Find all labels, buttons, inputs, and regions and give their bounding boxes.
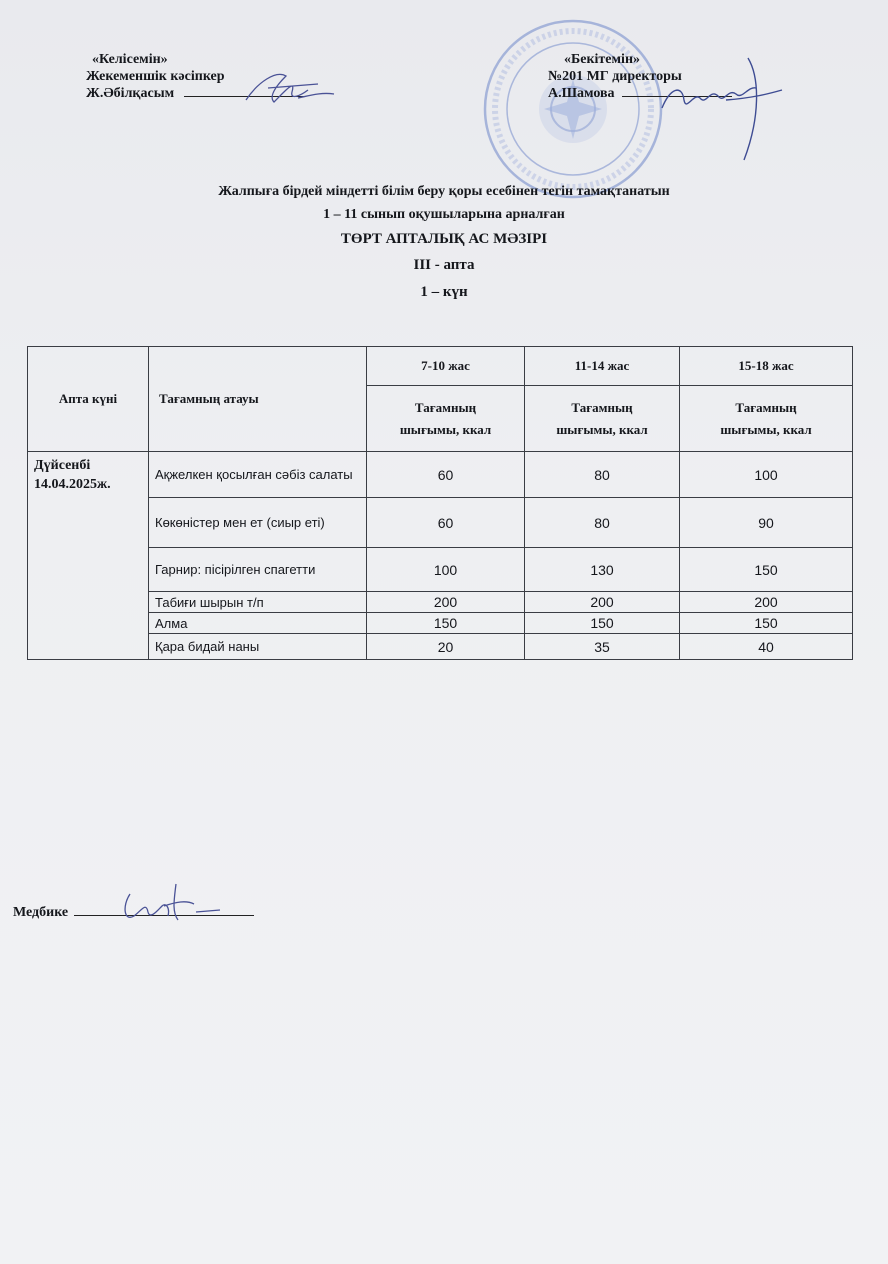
kcal-11-14: 150 <box>525 613 680 634</box>
subheader-1-line-1: Тағамның <box>414 399 477 415</box>
kcal-7-10: 60 <box>367 452 525 498</box>
header-age-2: 11-14 жас <box>525 347 680 386</box>
menu-table <box>27 346 853 660</box>
kcal-11-14: 80 <box>525 452 680 498</box>
approved-role: №201 МГ директоры <box>548 69 682 84</box>
nurse-signature <box>116 872 226 932</box>
kcal-7-10: 60 <box>367 498 525 548</box>
table-row <box>28 613 853 634</box>
kcal-15-18: 40 <box>680 634 853 660</box>
table-row <box>28 548 853 592</box>
table-row <box>28 498 853 548</box>
table-header-row <box>28 347 853 386</box>
kcal-11-14: 80 <box>525 498 680 548</box>
kcal-11-14: 130 <box>525 548 680 592</box>
subheader-2-line-1: Тағамның <box>571 399 633 415</box>
dish-name: Алма <box>149 613 367 634</box>
kcal-11-14: 200 <box>525 592 680 613</box>
subheader-3 <box>680 386 853 452</box>
dish-name: Ақжелкен қосылған сәбіз салаты <box>149 452 367 498</box>
title-line-3: ТӨРТ АПТАЛЫҚ АС МӘЗІРІ <box>340 231 548 247</box>
dish-name: Табиғи шырын т/п <box>149 592 367 613</box>
kcal-7-10: 100 <box>367 548 525 592</box>
kcal-15-18: 100 <box>680 452 853 498</box>
kcal-7-10: 20 <box>367 634 525 660</box>
agreed-signature <box>238 62 338 112</box>
title-line-4: ІІІ - апта <box>413 257 475 273</box>
table-row <box>28 452 853 498</box>
dish-name: Көкөністер мен ет (сиыр еті) <box>149 498 367 548</box>
dish-name: Қара бидай наны <box>149 634 367 660</box>
agreed-role: Жекеменшік кәсіпкер <box>86 69 225 84</box>
title-line-1: Жалпыға бірдей міндетті білім беру қоры есебінен тегін тамақтанатын <box>218 184 670 199</box>
kcal-15-18: 150 <box>680 548 853 592</box>
kcal-11-14: 35 <box>525 634 680 660</box>
kcal-15-18: 150 <box>680 613 853 634</box>
header-day: Апта күні <box>28 347 149 452</box>
nurse-label: Медбике <box>13 905 69 920</box>
subheader-1 <box>367 386 525 452</box>
dish-name: Гарнир: пісірілген спагетти <box>149 548 367 592</box>
day-date: 14.04.2025ж. <box>34 477 111 492</box>
subheader-2-line-2: шығымы, ккал <box>556 421 648 437</box>
kcal-7-10: 200 <box>367 592 525 613</box>
header-dish: Тағамның атауы <box>149 347 367 452</box>
title-line-5: 1 – күн <box>420 284 468 300</box>
kcal-15-18: 90 <box>680 498 853 548</box>
agreed-label: «Келісемін» <box>92 52 168 67</box>
approved-name: А.Шамова <box>548 86 615 101</box>
day-name: Дүйсенбі <box>34 458 91 473</box>
approved-signature <box>656 48 786 168</box>
header-age-3: 15-18 жас <box>680 347 853 386</box>
official-stamp <box>478 14 668 204</box>
header-age-1: 7-10 жас <box>367 347 525 386</box>
table-row <box>28 634 853 660</box>
subheader-1-line-2: шығымы, ккал <box>399 421 492 437</box>
agreed-name: Ж.Әбілқасым <box>86 86 175 101</box>
title-line-2: 1 – 11 сынып оқушыларына арналған <box>323 207 565 222</box>
kcal-15-18: 200 <box>680 592 853 613</box>
kcal-7-10: 150 <box>367 613 525 634</box>
approved-label: «Бекітемін» <box>564 52 641 67</box>
table-row <box>28 592 853 613</box>
subheader-2 <box>525 386 680 452</box>
subheader-3-line-2: шығымы, ккал <box>720 421 812 437</box>
day-cell <box>28 452 149 660</box>
subheader-3-line-1: Тағамның <box>735 399 797 415</box>
